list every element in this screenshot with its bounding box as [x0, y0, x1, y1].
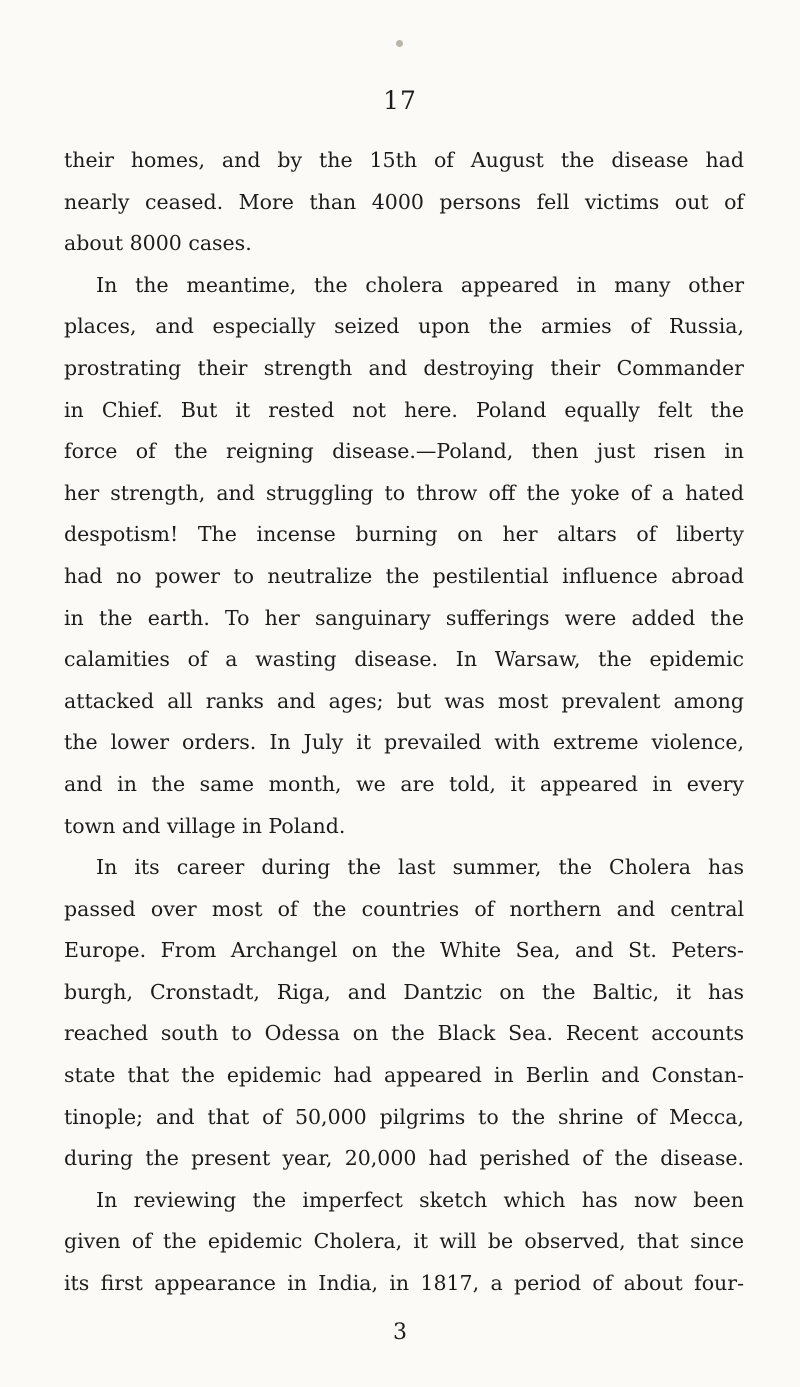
- text-line: in the earth. To her sanguinary sufferings were added the: [64, 605, 744, 630]
- page-number: 17: [383, 86, 417, 115]
- text-line: places, and especially seized upon the armies of Russia,: [64, 314, 744, 339]
- paper-speck: [396, 40, 403, 47]
- body-text: [64, 140, 744, 1305]
- text-line: burgh, Cronstadt, Riga, and Dantzic on the Baltic, it has: [64, 979, 744, 1004]
- text-line: calamities of a wasting disease. In Warsaw, the epidemic: [64, 647, 744, 672]
- text-line: had no power to neutralize the pestilential influence abroad: [64, 563, 744, 588]
- text-line: about 8000 cases.: [64, 231, 252, 256]
- text-line: in Chief. But it rested not here. Poland equally felt the: [64, 397, 744, 422]
- text-line: passed over most of the countries of northern and central: [64, 896, 744, 921]
- text-line: Europe. From Archangel on the White Sea, and St. Peters-: [64, 938, 744, 963]
- text-line: her strength, and struggling to throw off the yoke of a hated: [64, 480, 744, 505]
- text-line: the lower orders. In July it prevailed with extreme violence,: [64, 730, 744, 755]
- text-line: force of the reigning disease.—Poland, then just risen in: [64, 439, 744, 464]
- text-line: nearly ceased. More than 4000 persons fell victims out of: [64, 189, 744, 214]
- text-line: state that the epidemic had appeared in Berlin and Constan-: [64, 1063, 744, 1088]
- text-line: In its career during the last summer, the Cholera has: [96, 855, 744, 880]
- text-line: despotism! The incense burning on her altars of liberty: [64, 522, 744, 547]
- text-line: In reviewing the imperfect sketch which has now been: [96, 1187, 744, 1212]
- text-line: prostrating their strength and destroying their Commander: [64, 355, 744, 380]
- text-line: their homes, and by the 15th of August the disease had: [64, 148, 744, 172]
- signature-mark: 3: [393, 1320, 407, 1345]
- text-line: tinople; and that of 50,000 pilgrims to the shrine of Mecca,: [64, 1104, 744, 1129]
- text-line: attacked all ranks and ages; but was most prevalent among: [64, 688, 744, 713]
- text-line: reached south to Odessa on the Black Sea. Recent accounts: [64, 1021, 744, 1046]
- text-line: during the present year, 20,000 had perished of the disease.: [64, 1146, 744, 1171]
- text-line: town and village in Poland.: [64, 813, 346, 838]
- text-line: given of the epidemic Cholera, it will be observed, that since: [64, 1229, 744, 1254]
- text-line: In the meantime, the cholera appeared in many other: [96, 272, 744, 297]
- text-line: its first appearance in India, in 1817, a period of about four-: [64, 1271, 744, 1296]
- text-line: and in the same month, we are told, it appeared in every: [64, 771, 744, 796]
